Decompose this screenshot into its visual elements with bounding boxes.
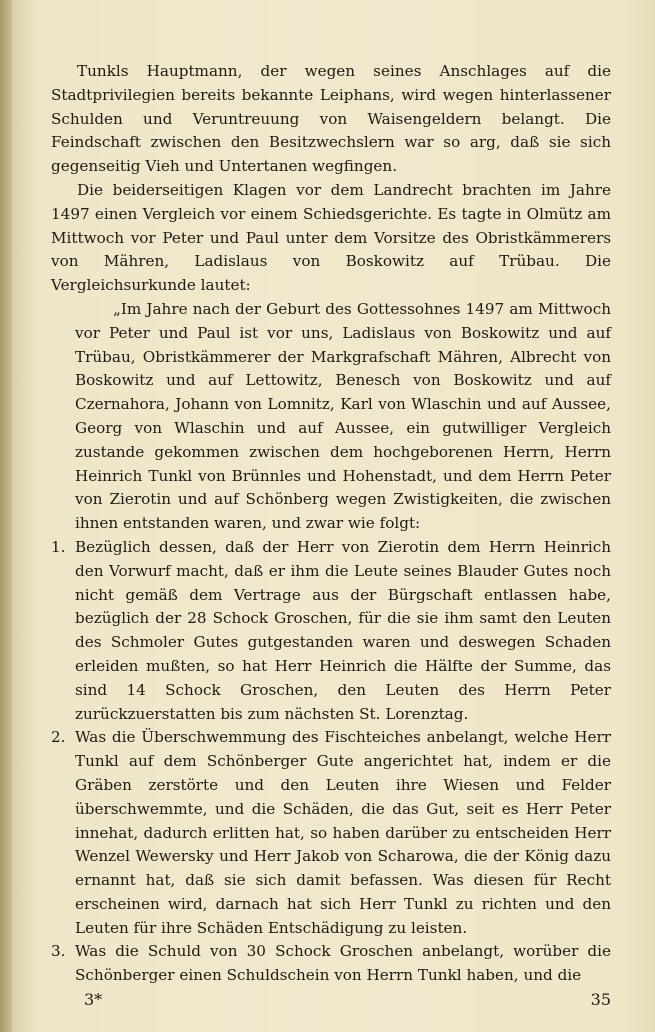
page-number: 35 [590,990,611,1009]
page-footer [0,990,655,1014]
body-text [51,60,611,988]
signature-mark: 3* [84,990,103,1009]
list-item-text: Bezüglich dessen, daß der Herr von Zierotin dem Herrn Heinrich den Vorwurf macht, daß er ihm die Leute seines Blauder Gutes noch nicht gemäß dem Vertrage aus der Bürgschaft entlassen habe, bezüglich der 28 Schock Groschen, für die sie ihm samt den Leuten des Schmoler Gutes gutgestanden waren und deswegen Schaden erleiden mußten, so hat Herr Heinrich die Hälfte der Summe, das sind 14 Schock Groschen, den Leuten des Herrn Peter zurückzuerstatten bis zum nächsten St. Lorenztag. [75,537,611,723]
list-item-text: Was die Schuld von 30 Schock Groschen anbelangt, worüber die Schönberger einen Schuldschein von Herrn Tunkl haben, und die [75,942,611,985]
quoted-document-intro: „Im Jahre nach der Geburt des Gottessohnes 1497 am Mittwoch vor Peter und Paul ist vor uns, Ladislaus von Boskowitz und auf Trübau, Obristkämmerer der Markgrafschaft Mähren, Albrecht von Boskowitz und auf Lettowitz, Benesch von Boskowitz und auf Czernahora, Johann von Lomnitz, Karl von Wlaschin und auf Aussee, Georg von Wlaschin und auf Aussee, ein gutwilliger Vergleich zustande gekommen zwischen dem hochgeborenen Herrn, Herrn Heinrich Tunkl von Brünnles und Hohenstadt, und dem Herrn Peter von Zierotin und auf Schönberg wegen Zwistigkeiten, die zwischen ihnen entstanden waren, und zwar wie folgt: [75,299,611,533]
list-item-1 [51,536,611,726]
list-item-2 [51,726,611,940]
paragraph-2: Die beiderseitigen Klagen vor dem Landrecht brachten im Jahre 1497 einen Vergleich vor einem Schiedsgerichte. Es tagte in Olmütz am Mittwoch vor Peter und Paul unter dem Vorsitze des Obristkämmerers von Mähren, Ladislaus von Boskowitz auf Trübau. Die Vergleichsurkunde lautet: [51,180,611,295]
list-item-number: 3. [51,942,66,961]
list-item-3 [51,940,611,988]
list-item-text: Was die Überschwemmung des Fischteiches anbelangt, welche Herr Tunkl auf dem Schönberger Gute angerichtet hat, indem er die Gräben zerstörte und den Leuten ihre Wiesen und Felder überschwemmte, und die Schäden, die das Gut, seit es Herr Peter innehat, dadurch erlitten hat, so haben darüber zu entscheiden Herr Wenzel Wewersky und Herr Jakob von Scharowa, die der König dazu ernannt hat, daß sie sich damit befassen. Was diesen für Recht erscheinen wird, darnach hat sich Herr Tunkl zu richten und den Leuten für ihre Schäden Entschädigung zu leisten. [75,728,611,937]
list-item-number: 2. [51,728,66,747]
paragraph-1: Tunkls Hauptmann, der wegen seines Anschlages auf die Stadtprivilegien bereits bekannte Leiphans, wird wegen hinterlassener Schulden und Veruntreuung von Waisengeldern belangt. Die Feindschaft zwischen den Besitzwechslern war so arg, daß sie sich gegenseitig Vieh und Untertanen wegfingen. [51,62,611,176]
book-spine-edge [0,0,12,1032]
list-item-number: 1. [51,537,66,556]
